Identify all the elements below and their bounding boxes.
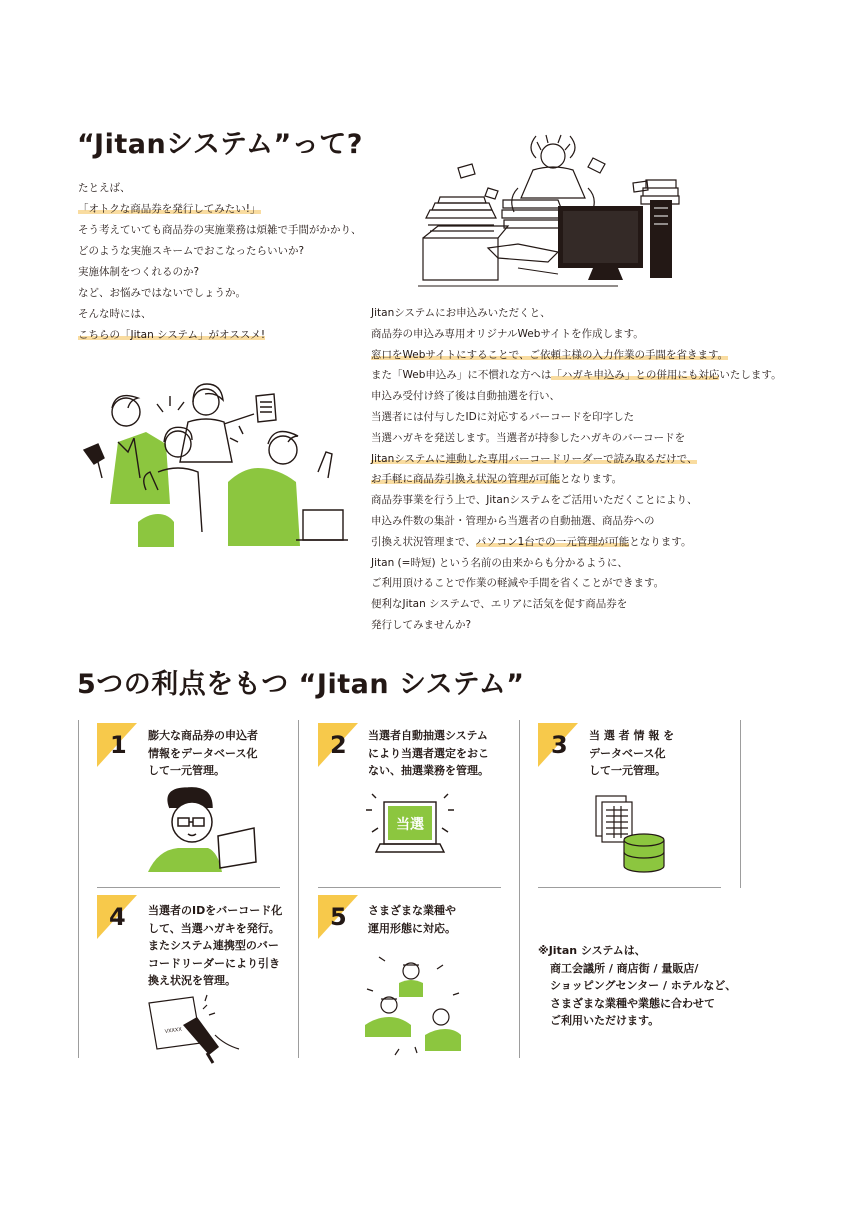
body-line-highlight: パソコン1台での一元管理が可能 — [475, 535, 630, 548]
team-illustration — [78, 382, 340, 547]
body-line-post: となります。 — [629, 535, 692, 548]
grid-divider — [318, 887, 501, 888]
body-line: 当選ハガキを発送します。当選者が持参したハガキのバーコードを — [371, 431, 686, 444]
body-line-post: となります。 — [560, 473, 623, 486]
intro-line: 実施体制をつくれるのか? — [78, 266, 200, 278]
card-line: 運用形態に対応。 — [368, 921, 456, 935]
section-title-jitan: “Jitanシステム”って? — [77, 129, 363, 160]
card-1-text — [148, 727, 258, 780]
card-line: 当選者のIDをバーコード化 — [148, 904, 283, 917]
note-line: さまざまな業種や業態に合わせて — [550, 996, 715, 1010]
body-line-highlight: 「ハガキ申込み」との併用にも対応 — [551, 369, 720, 382]
person-with-glasses-icon — [148, 786, 258, 872]
card-line: またシステム連携型のバー — [148, 939, 279, 952]
card-line: さまざまな業種や — [368, 904, 456, 917]
card-line: 情報をデータベース化 — [148, 746, 258, 760]
card-line: コードリーダーにより引き — [148, 956, 280, 970]
intro-line-highlight: 「オトクな商品券を発行してみたい!」 — [78, 203, 261, 215]
body-line: 申込み受付け終了後は自動抽選を行い、 — [371, 390, 560, 403]
card-number: 4 — [109, 903, 126, 931]
body-line: 商品券事業を行う上で、Jitanシステムをご活用いただくことにより、 — [371, 494, 698, 507]
card-line: ない、抽選業務を管理。 — [368, 764, 489, 777]
card-line: 換え状況を管理。 — [148, 974, 236, 987]
card-number: 2 — [330, 731, 347, 759]
body-line-highlight: 窓口をWebサイトにすることで、ご依頼主様の入力作業の手間を省きます。 — [371, 348, 729, 361]
intro-line: など、お悩みではないでしょうか。 — [78, 287, 246, 299]
body-line: Jitan (=時短) という名前の由来からも分かるように、 — [371, 556, 628, 569]
card-line: して一元管理。 — [589, 764, 666, 777]
intro-line: どのような実施スキームでおこなったらいいか? — [78, 245, 305, 257]
body-line: Jitanシステムにお申込みいただくと、 — [371, 307, 551, 319]
stressed-worker-illustration — [418, 128, 708, 288]
postcard-label: VXXXX — [164, 1026, 183, 1035]
note-line: ショッピングセンター / ホテルなど、 — [550, 979, 737, 992]
body-line-highlight: Jitanシステムに連動した専用バーコードリーダーで読み取るだけで、 — [371, 452, 698, 465]
card-5-text — [368, 902, 456, 937]
card-number: 1 — [110, 731, 127, 759]
grid-divider — [519, 720, 520, 1058]
card-4-text — [148, 902, 282, 990]
card-line: 当 選 者 情 報 を — [589, 729, 675, 742]
body-line: 発行してみませんか? — [371, 618, 472, 631]
grid-divider — [97, 887, 280, 888]
barcode-scan-icon — [145, 995, 245, 1065]
card-line: して一元管理。 — [148, 764, 225, 777]
card-line: 膨大な商品券の申込者 — [148, 729, 258, 742]
body-line-post: いたします。 — [719, 369, 782, 382]
intro-line: そんな時には、 — [78, 308, 152, 320]
intro-line-highlight: こちらの「Jitan システム」がオススメ! — [78, 329, 266, 341]
grid-divider — [78, 720, 79, 1058]
usage-note — [538, 942, 736, 1030]
body-line-highlight: お手軽に商品券引換え状況の管理が可能 — [371, 473, 560, 486]
body-line: 当選者には付与したIDに対応するバーコードを印字した — [371, 410, 635, 423]
note-line: ご利用いただけます。 — [550, 1014, 660, 1027]
body-text — [371, 303, 782, 636]
card-line: 当選者自動抽選システム — [368, 729, 488, 742]
section-title-benefits: 5つの利点をもつ “Jitan システム” — [77, 669, 525, 700]
note-line: 商工会議所 / 商店街 / 量販店/ — [550, 961, 699, 975]
card-2-text — [368, 727, 489, 780]
body-line-pre: また「Web申込み」に不慣れな方へは — [371, 369, 552, 382]
body-line: ご利用頂けることで作業の軽減や手間を省くことができます。 — [371, 577, 665, 590]
body-line: 商品券の申込み専用オリジナルWebサイトを作成します。 — [371, 327, 644, 340]
monitor-label: 当選 — [396, 817, 424, 833]
card-number: 3 — [551, 731, 568, 759]
database-icon — [594, 794, 668, 874]
workers-icon — [365, 955, 465, 1055]
card-line: により当選者選定をおこ — [368, 746, 489, 760]
laptop-winner-icon — [370, 798, 450, 862]
intro-text — [78, 178, 362, 346]
card-3-text — [589, 727, 674, 780]
note-line: ※Jitan システムは、 — [538, 944, 646, 957]
body-line: 申込み件数の集計・管理から当選者の自動抽選、商品券への — [371, 514, 655, 527]
card-number: 5 — [330, 903, 347, 931]
grid-divider — [740, 720, 741, 888]
body-line: 便利なJitan システムで、エリアに活気を促す商品券を — [371, 598, 628, 611]
card-line: して、当選ハガキを発行。 — [148, 921, 280, 935]
grid-divider — [298, 720, 299, 1058]
body-line-pre: 引換え状況管理まで、 — [371, 535, 476, 548]
grid-divider — [538, 887, 721, 888]
intro-line: たとえば、 — [78, 182, 131, 194]
intro-line: そう考えていても商品券の実施業務は煩雑で手間がかかり、 — [78, 224, 362, 236]
card-line: データベース化 — [589, 746, 666, 760]
